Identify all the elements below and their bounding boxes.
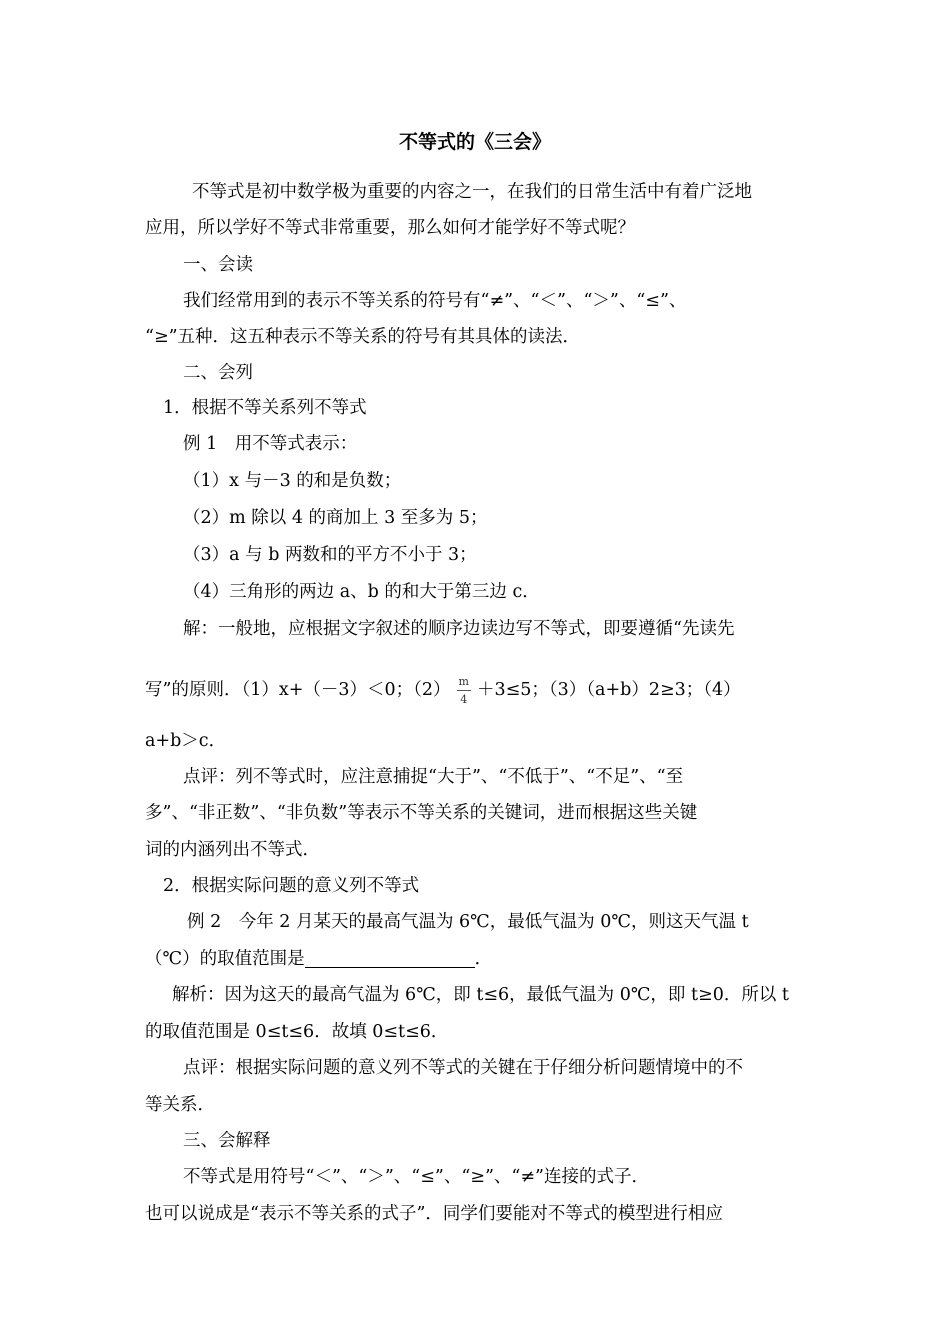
paragraph-line: 的取值范围是 0≤t≤6．故填 0≤t≤6． (145, 1022, 449, 1042)
formula-text-after: ＋3≤5；（3）（a+b）2≥3；（4） (476, 680, 741, 700)
list-item: （1）x 与－3 的和是负数； (183, 471, 402, 491)
subsection-heading: 1．根据不等关系列不等式 (163, 398, 367, 418)
paragraph-line: 应用，所以学好不等式非常重要，那么如何才能学好不等式呢？ (145, 218, 635, 238)
paragraph-line: “≥”五种．这五种表示不等关系的符号有其具体的读法． (145, 327, 581, 347)
fraction-m-over-4 (457, 675, 471, 706)
paragraph-line: 等关系． (145, 1095, 215, 1115)
section-heading: 三、会解释 (183, 1131, 271, 1151)
paragraph-line: 也可以说成是“表示不等关系的式子”．同学们要能对不等式的模型进行相应 (145, 1204, 723, 1224)
paragraph-line: 不等式是初中数学极为重要的内容之一，在我们的日常生活中有着广泛地 (192, 182, 752, 202)
section-heading: 一、会读 (183, 255, 253, 275)
formula-text-before: 写”的原则．（1）x+（－3）＜0；（2） (145, 680, 451, 700)
document-title: 不等式的《三会》 (398, 131, 551, 153)
paragraph-line: 不等式是用符号“＜”、“＞”、“≤”、“≥”、“≠”连接的式子． (183, 1167, 649, 1187)
fill-in-text-before: （℃）的取值范围是 (145, 949, 305, 969)
paragraph-line: 点评：根据实际问题的意义列不等式的关键在于仔细分析问题情境中的不 (183, 1058, 743, 1078)
paragraph-line: 点评：列不等式时，应注意捕捉“大于”、“不低于”、“不足”、“至 (183, 767, 684, 787)
paragraph-line: 解析：因为这天的最高气温为 6℃，即 t≤6，最低气温为 0℃，即 t≥0．所以 t (172, 985, 789, 1005)
fraction-numerator: m (458, 675, 469, 688)
paragraph-line: 解：一般地，应根据文字叙述的顺序边读边写不等式，即要遵循“先读先 (183, 619, 735, 639)
fill-in-text-after: ． (474, 949, 493, 969)
formula-line (145, 675, 741, 706)
list-item: （2）m 除以 4 的商加上 3 至多为 5； (183, 508, 488, 528)
paragraph-line: 我们经常用到的表示不等关系的符号有“≠”、“＜”、“＞”、“≤”、 (183, 291, 687, 311)
paragraph-line: 词的内涵列出不等式． (145, 840, 320, 860)
section-heading: 二、会列 (183, 363, 253, 383)
list-item: （4）三角形的两边 a、b 的和大于第三边 c． (183, 582, 540, 602)
paragraph-line: 多”、“非正数”、“非负数”等表示不等关系的关键词，进而根据这些关键 (145, 803, 698, 823)
paragraph-line: a+b＞c． (145, 731, 227, 751)
answer-blank (305, 949, 475, 968)
subsection-heading: 2．根据实际问题的意义列不等式 (163, 876, 420, 896)
fraction-denominator: 4 (460, 693, 468, 706)
example-heading: 例 1 用不等式表示： (183, 434, 358, 454)
list-item: （3）a 与 b 两数和的平方不小于 3； (183, 545, 477, 565)
fraction-bar (457, 690, 471, 691)
fill-in-line (145, 947, 492, 971)
paragraph-line: 例 2 今年 2 月某天的最高气温为 6℃，最低气温为 0℃，则这天气温 t (187, 912, 749, 932)
